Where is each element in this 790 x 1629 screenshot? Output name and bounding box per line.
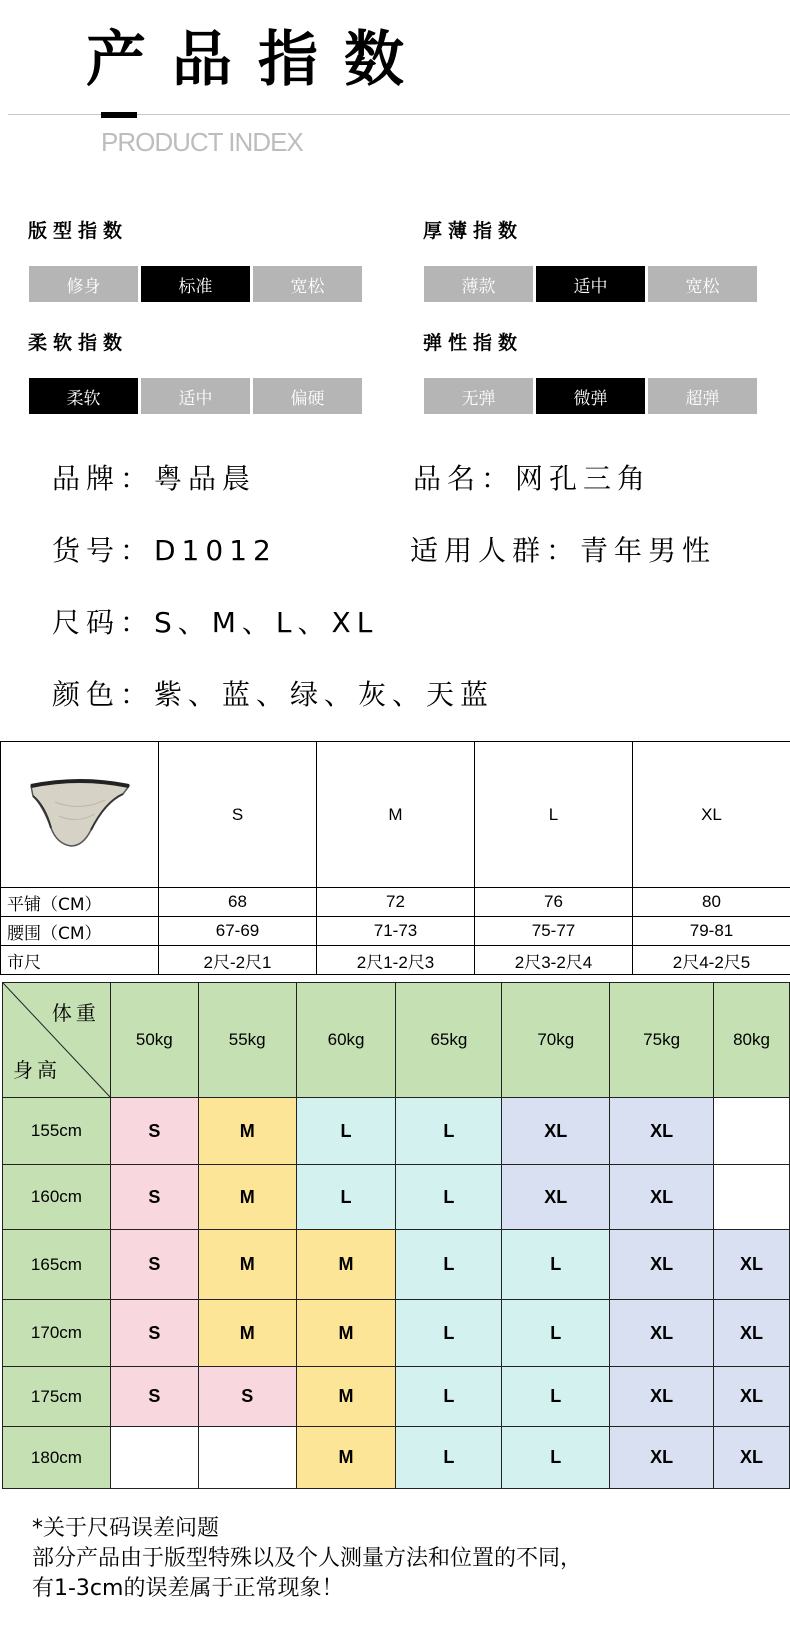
softness-option-hard: 偏硬 [253, 378, 362, 414]
table-cell: 2尺3-2尺4 [475, 946, 633, 975]
corner-label-height: 身高 [13, 1058, 61, 1082]
softness-option-medium: 适中 [141, 378, 250, 414]
table-row [3, 1165, 790, 1230]
table-cell: 67-69 [159, 917, 317, 946]
size-cell: L [396, 1367, 502, 1427]
table-cell: 72 [317, 888, 475, 917]
softness-option-soft: 柔软 [29, 378, 138, 414]
size-cell: L [396, 1300, 502, 1367]
row-label-flat: 平铺（CM） [1, 888, 159, 917]
size-cell: M [296, 1367, 396, 1427]
size-cell [110, 1427, 198, 1489]
grid-corner-cell [3, 983, 111, 1098]
size-cell: XL [714, 1367, 790, 1427]
size-header-l: L [475, 742, 633, 888]
note-title: *关于尺码误差问题 [32, 1516, 220, 1541]
size-cell: M [198, 1165, 296, 1230]
size-cell: S [110, 1300, 198, 1367]
table-cell: 80 [633, 888, 790, 917]
weight-header: 50kg [110, 983, 198, 1098]
table-cell: 75-77 [475, 917, 633, 946]
size-cell: XL [610, 1098, 714, 1165]
thickness-option-medium: 适中 [536, 266, 645, 302]
table-row [3, 1230, 790, 1300]
height-header: 170cm [3, 1300, 111, 1367]
fit-index-bar [29, 266, 365, 302]
size-cell: M [198, 1230, 296, 1300]
size-cell: XL [610, 1230, 714, 1300]
table-cell: 71-73 [317, 917, 475, 946]
audience-info: 适用人群：青年男性 [410, 534, 717, 567]
size-cell: XL [714, 1300, 790, 1367]
note-line-3: 有1-3cm的误差属于正常现象！ [32, 1576, 344, 1601]
colors-info: 颜色：紫、蓝、绿、灰、天蓝 [52, 678, 495, 711]
brand-info: 品牌：粤品晨 [52, 462, 257, 495]
weight-header: 75kg [610, 983, 714, 1098]
size-error-note [32, 1514, 582, 1604]
size-cell: XL [610, 1165, 714, 1230]
table-cell: 2尺4-2尺5 [633, 946, 790, 975]
table-row [1, 917, 790, 946]
table-cell: 2尺1-2尺3 [317, 946, 475, 975]
table-row [3, 1300, 790, 1367]
size-header-xl: XL [633, 742, 790, 888]
size-cell: L [502, 1367, 610, 1427]
size-cell: M [296, 1230, 396, 1300]
weight-header: 60kg [296, 983, 396, 1098]
weight-header: 80kg [714, 983, 790, 1098]
product-image-cell [1, 742, 159, 888]
fit-option-loose: 宽松 [253, 266, 362, 302]
size-header-m: M [317, 742, 475, 888]
size-cell: XL [502, 1165, 610, 1230]
size-cell: S [110, 1367, 198, 1427]
size-cell: L [502, 1230, 610, 1300]
size-cell: M [296, 1300, 396, 1367]
height-header: 155cm [3, 1098, 111, 1165]
softness-index-label: 柔软指数 [28, 332, 129, 354]
elasticity-option-slight: 微弹 [536, 378, 645, 414]
elasticity-index-label: 弹性指数 [423, 332, 524, 354]
thickness-index-bar [424, 266, 760, 302]
size-cell [714, 1165, 790, 1230]
size-cell: L [396, 1427, 502, 1489]
height-header: 165cm [3, 1230, 111, 1300]
size-cell: M [198, 1098, 296, 1165]
elasticity-option-none: 无弹 [424, 378, 533, 414]
row-label-waist: 腰围（CM） [1, 917, 159, 946]
table-row [1, 888, 790, 917]
height-header: 175cm [3, 1367, 111, 1427]
size-cell: L [296, 1165, 396, 1230]
table-row [1, 946, 790, 975]
weight-header: 55kg [198, 983, 296, 1098]
thickness-option-loose: 宽松 [648, 266, 757, 302]
fit-index-label: 版型指数 [28, 220, 129, 242]
size-cell: L [502, 1300, 610, 1367]
size-cell: L [396, 1165, 502, 1230]
fit-option-slim: 修身 [29, 266, 138, 302]
table-row [3, 1098, 790, 1165]
size-header-s: S [159, 742, 317, 888]
size-cell: S [110, 1165, 198, 1230]
softness-index-bar [29, 378, 365, 414]
table-cell: 79-81 [633, 917, 790, 946]
size-cell: S [110, 1098, 198, 1165]
size-cell: XL [714, 1230, 790, 1300]
size-cell: M [296, 1427, 396, 1489]
elasticity-index-bar [424, 378, 760, 414]
thickness-option-thin: 薄款 [424, 266, 533, 302]
sizes-info: 尺码：S、M、L、XL [52, 606, 379, 639]
weight-header: 70kg [502, 983, 610, 1098]
size-cell: L [296, 1098, 396, 1165]
size-cell: XL [714, 1427, 790, 1489]
table-cell: 2尺-2尺1 [159, 946, 317, 975]
elasticity-option-high: 超弹 [648, 378, 757, 414]
size-cell: S [198, 1367, 296, 1427]
table-row [3, 1427, 790, 1489]
size-cell: XL [502, 1098, 610, 1165]
sku-info: 货号：D1012 [52, 534, 277, 567]
size-recommendation-grid [2, 982, 790, 1489]
corner-label-weight: 体重 [51, 1001, 100, 1025]
size-cell [198, 1427, 296, 1489]
size-measurement-table [0, 741, 790, 975]
page-subtitle: PRODUCT INDEX [101, 127, 303, 157]
size-cell: S [110, 1230, 198, 1300]
size-cell: L [396, 1230, 502, 1300]
thickness-index-label: 厚薄指数 [423, 220, 524, 242]
table-row [3, 1367, 790, 1427]
size-cell: XL [610, 1367, 714, 1427]
row-label-chinese-measure: 市尺 [1, 946, 159, 975]
size-cell: XL [610, 1300, 714, 1367]
weight-header: 65kg [396, 983, 502, 1098]
header-accent-bar [101, 112, 137, 118]
product-name-info: 品名：网孔三角 [413, 462, 652, 495]
briefs-product-image [25, 772, 135, 852]
size-cell: L [396, 1098, 502, 1165]
size-cell: L [502, 1427, 610, 1489]
height-header: 160cm [3, 1165, 111, 1230]
fit-option-standard: 标准 [141, 266, 250, 302]
table-cell: 68 [159, 888, 317, 917]
size-cell: M [198, 1300, 296, 1367]
size-cell [714, 1098, 790, 1165]
size-cell: XL [610, 1427, 714, 1489]
page-title: 产品指数 [86, 25, 430, 95]
table-cell: 76 [475, 888, 633, 917]
note-line-2: 部分产品由于版型特殊以及个人测量方法和位置的不同， [32, 1546, 583, 1571]
height-header: 180cm [3, 1427, 111, 1489]
